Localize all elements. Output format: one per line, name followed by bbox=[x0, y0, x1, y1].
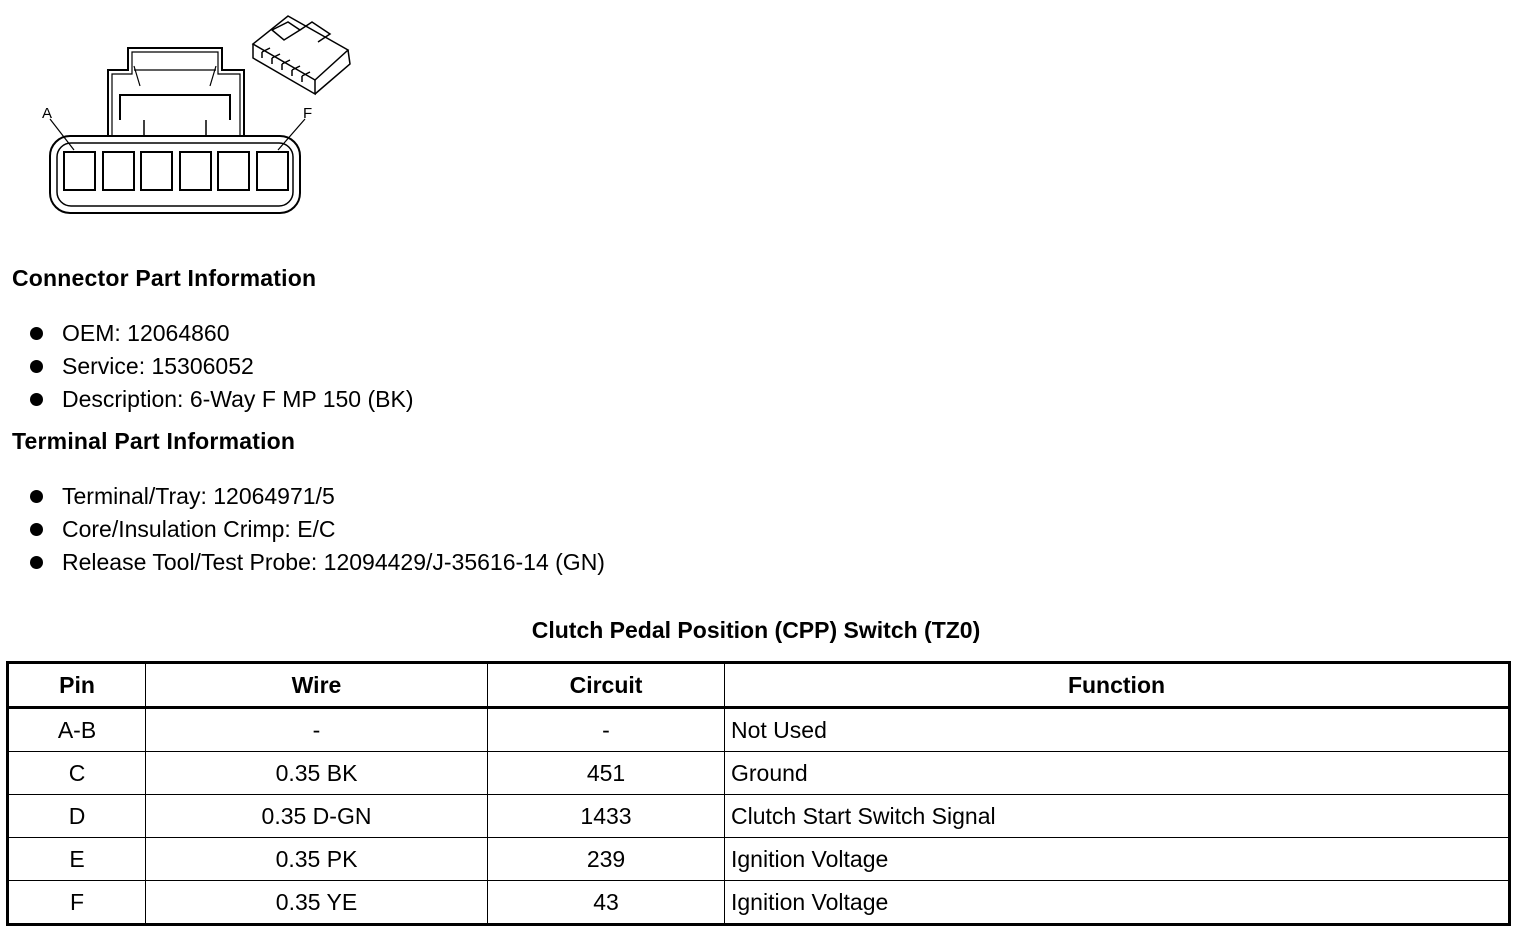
bullet-icon bbox=[30, 393, 43, 406]
cell-pin: F bbox=[8, 881, 146, 925]
header-pin: Pin bbox=[8, 663, 146, 708]
list-item bbox=[28, 383, 414, 416]
cell-pin: C bbox=[8, 752, 146, 795]
table-row bbox=[8, 795, 1510, 838]
table-row bbox=[8, 752, 1510, 795]
bullet-icon bbox=[30, 490, 43, 503]
terminal-part-info-list bbox=[28, 480, 605, 579]
cell-function: Ignition Voltage bbox=[725, 838, 1510, 881]
header-wire: Wire bbox=[146, 663, 488, 708]
cell-pin: A-B bbox=[8, 708, 146, 752]
table-header-row bbox=[8, 663, 1510, 708]
bullet-icon bbox=[30, 327, 43, 340]
bullet-icon bbox=[30, 523, 43, 536]
cell-circuit: - bbox=[488, 708, 725, 752]
list-item-text: Description: 6-Way F MP 150 (BK) bbox=[62, 386, 414, 412]
connector-part-info-heading: Connector Part Information bbox=[12, 265, 317, 291]
table-title: Clutch Pedal Position (CPP) Switch (TZ0) bbox=[531, 617, 981, 643]
cell-function: Clutch Start Switch Signal bbox=[725, 795, 1510, 838]
list-item-text: OEM: 12064860 bbox=[62, 320, 230, 346]
list-item-text: Terminal/Tray: 12064971/5 bbox=[62, 483, 335, 509]
table-row bbox=[8, 708, 1510, 752]
list-item bbox=[28, 480, 605, 513]
cell-wire: 0.35 BK bbox=[146, 752, 488, 795]
terminal-part-info-heading: Terminal Part Information bbox=[12, 428, 296, 454]
cell-circuit: 239 bbox=[488, 838, 725, 881]
pin-label-f: F bbox=[303, 105, 313, 122]
cell-function: Not Used bbox=[725, 708, 1510, 752]
pin-label-a: A bbox=[42, 105, 53, 122]
cell-function: Ground bbox=[725, 752, 1510, 795]
connector-face-illustration bbox=[40, 8, 380, 223]
list-item-text: Core/Insulation Crimp: E/C bbox=[62, 516, 336, 542]
header-circuit: Circuit bbox=[488, 663, 725, 708]
cell-circuit: 1433 bbox=[488, 795, 725, 838]
cell-wire: - bbox=[146, 708, 488, 752]
cell-pin: D bbox=[8, 795, 146, 838]
list-item bbox=[28, 546, 605, 579]
bullet-icon bbox=[30, 360, 43, 373]
bullet-icon bbox=[30, 556, 43, 569]
cell-pin: E bbox=[8, 838, 146, 881]
table-row bbox=[8, 838, 1510, 881]
pinout-table bbox=[6, 661, 1511, 926]
header-function: Function bbox=[725, 663, 1510, 708]
list-item bbox=[28, 350, 414, 383]
cell-wire: 0.35 YE bbox=[146, 881, 488, 925]
cell-circuit: 43 bbox=[488, 881, 725, 925]
list-item-text: Release Tool/Test Probe: 12094429/J-35616-14 (GN) bbox=[62, 549, 605, 575]
cell-circuit: 451 bbox=[488, 752, 725, 795]
list-item bbox=[28, 513, 605, 546]
table-row bbox=[8, 881, 1510, 925]
list-item bbox=[28, 317, 414, 350]
cell-function: Ignition Voltage bbox=[725, 881, 1510, 925]
cell-wire: 0.35 D-GN bbox=[146, 795, 488, 838]
connector-part-info-list bbox=[28, 317, 414, 416]
list-item-text: Service: 15306052 bbox=[62, 353, 254, 379]
cell-wire: 0.35 PK bbox=[146, 838, 488, 881]
